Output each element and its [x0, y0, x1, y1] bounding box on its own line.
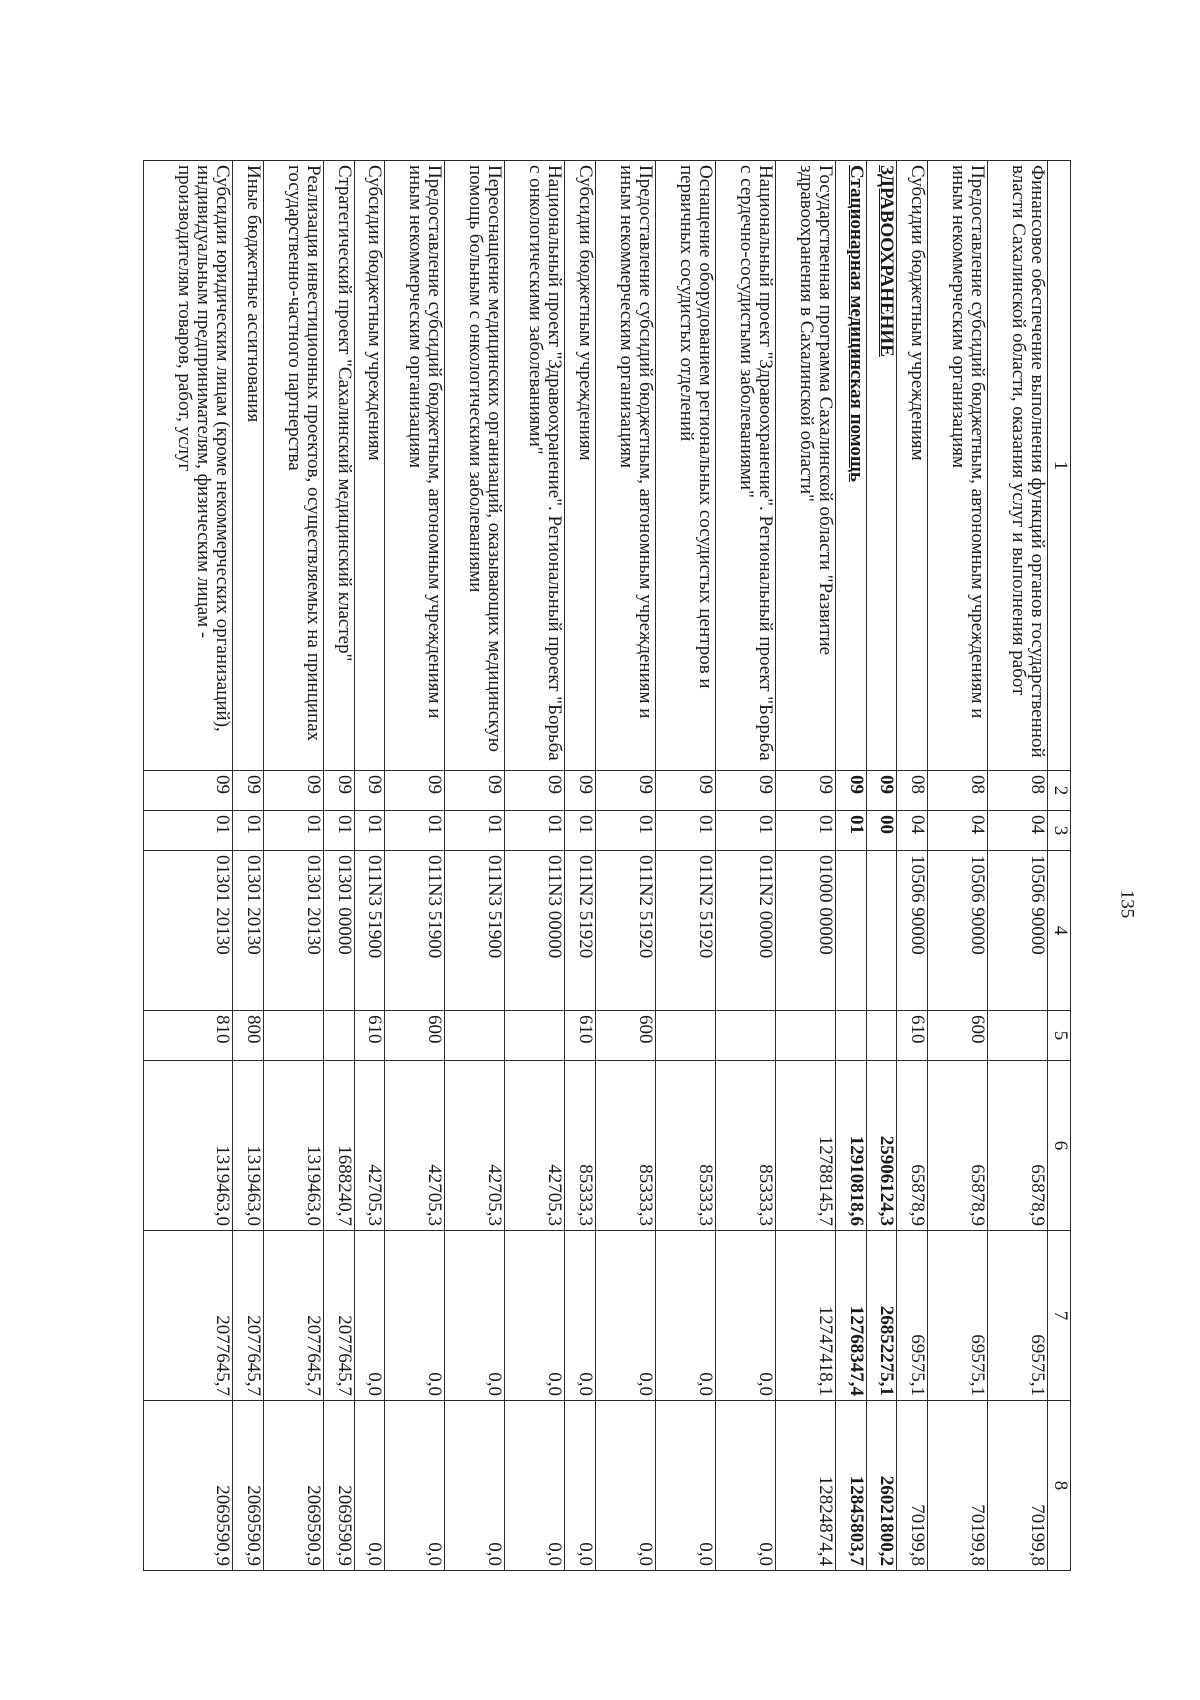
table-row	[988, 161, 1048, 1571]
amount-col7-cell: 0,0	[354, 1231, 385, 1401]
amount-col6-cell: 42705,3	[445, 1061, 505, 1231]
column-header: 1	[1048, 161, 1071, 771]
target-article-cell: 10506 90000	[928, 851, 988, 1011]
amount-col6-cell: 42705,3	[505, 1061, 565, 1231]
amount-col8-cell: 12824874,4	[775, 1401, 835, 1571]
chapter-code-cell: 08	[928, 771, 988, 811]
row-name-cell: Финансовое обеспечение выполнения функций органов государственной власти Сахалинской области, оказания услуг и выполнения работ	[988, 161, 1048, 771]
amount-col7-cell: 69575,1	[928, 1231, 988, 1401]
header-row	[1048, 161, 1071, 1571]
expense-type-cell: 810	[144, 1011, 233, 1061]
amount-col6-cell: 25906124,3	[866, 1061, 897, 1231]
target-article-cell: 011N2 51920	[656, 851, 716, 1011]
amount-col7-cell: 2077645,7	[264, 1231, 324, 1401]
table-row	[928, 161, 988, 1571]
section-code-cell: 01	[715, 811, 775, 851]
expense-type-cell	[715, 1011, 775, 1061]
table-row	[324, 161, 355, 1571]
table-row	[445, 161, 505, 1571]
chapter-code-cell: 09	[505, 771, 565, 811]
table-row	[144, 161, 233, 1571]
amount-col6-cell: 42705,3	[354, 1061, 385, 1231]
amount-col6-cell: 65878,9	[988, 1061, 1048, 1231]
section-code-cell: 01	[354, 811, 385, 851]
section-code-cell: 04	[988, 811, 1048, 851]
expense-type-cell: 610	[354, 1011, 385, 1061]
table-row	[385, 161, 445, 1571]
amount-col6-cell: 65878,9	[897, 1061, 928, 1231]
page-number: 135	[1116, 889, 1138, 919]
row-name-cell: Национальный проект "Здравоохранение". Региональный проект "Борьба с онкологическими заболеваниями"	[505, 161, 565, 771]
amount-col7-cell: 12768347,4	[835, 1231, 866, 1401]
table-row	[775, 161, 835, 1571]
table-row	[897, 161, 928, 1571]
target-article-cell: 011N3 51900	[354, 851, 385, 1011]
amount-col8-cell: 0,0	[445, 1401, 505, 1571]
row-name-cell: Переоснащение медицинских организаций, оказывающих медицинскую помощь больным с онкологическими заболеваниями	[445, 161, 505, 771]
amount-col6-cell: 1319463,0	[144, 1061, 233, 1231]
amount-col6-cell: 1688240,7	[324, 1061, 355, 1231]
amount-col7-cell: 2077645,7	[233, 1231, 264, 1401]
amount-col7-cell: 69575,1	[988, 1231, 1048, 1401]
chapter-code-cell: 09	[385, 771, 445, 811]
column-header: 6	[1048, 1061, 1071, 1231]
amount-col8-cell: 0,0	[715, 1401, 775, 1571]
table-row	[835, 161, 866, 1571]
table-row	[354, 161, 385, 1571]
target-article-cell: 10506 90000	[988, 851, 1048, 1011]
target-article-cell: 011N2 00000	[715, 851, 775, 1011]
row-name-cell: Субсидии бюджетным учреждениям	[354, 161, 385, 771]
section-code-cell: 01	[233, 811, 264, 851]
section-code-cell: 01	[324, 811, 355, 851]
table-row	[596, 161, 656, 1571]
chapter-code-cell: 09	[565, 771, 596, 811]
chapter-code-cell: 09	[354, 771, 385, 811]
amount-col7-cell: 2077645,7	[144, 1231, 233, 1401]
chapter-code-cell: 09	[715, 771, 775, 811]
target-article-cell: 011N3 51900	[385, 851, 445, 1011]
row-name-cell: Национальный проект "Здравоохранение". Региональный проект "Борьба с сердечно-сосудистыми заболеваниями"	[715, 161, 775, 771]
target-article-cell	[866, 851, 897, 1011]
amount-col6-cell: 85333,3	[656, 1061, 716, 1231]
target-article-cell: 011N2 51920	[596, 851, 656, 1011]
table-row	[565, 161, 596, 1571]
amount-col6-cell: 42705,3	[385, 1061, 445, 1231]
chapter-code-cell: 08	[897, 771, 928, 811]
amount-col8-cell: 26021800,2	[866, 1401, 897, 1571]
amount-col8-cell: 2069590,9	[264, 1401, 324, 1571]
section-code-cell: 01	[264, 811, 324, 851]
rotated-table-wrapper	[143, 160, 1071, 1570]
amount-col8-cell: 2069590,9	[233, 1401, 264, 1571]
section-code-cell: 01	[505, 811, 565, 851]
column-header: 4	[1048, 851, 1071, 1011]
expense-type-cell	[264, 1011, 324, 1061]
row-name-cell: Стратегический проект "Сахалинский медицинский кластер"	[324, 161, 355, 771]
amount-col6-cell: 85333,3	[715, 1061, 775, 1231]
section-code-cell: 04	[928, 811, 988, 851]
expense-type-cell	[656, 1011, 716, 1061]
amount-col8-cell: 70199,8	[928, 1401, 988, 1571]
amount-col7-cell: 2077645,7	[324, 1231, 355, 1401]
target-article-cell: 01301 20130	[264, 851, 324, 1011]
row-name-cell: Стационарная медицинская помощь	[835, 161, 866, 771]
expense-type-cell: 600	[385, 1011, 445, 1061]
section-code-cell: 00	[866, 811, 897, 851]
amount-col7-cell: 0,0	[656, 1231, 716, 1401]
target-article-cell: 01301 20130	[144, 851, 233, 1011]
table-row	[233, 161, 264, 1571]
amount-col7-cell: 0,0	[715, 1231, 775, 1401]
amount-col8-cell: 2069590,9	[324, 1401, 355, 1571]
target-article-cell: 10506 90000	[897, 851, 928, 1011]
amount-col8-cell: 2069590,9	[144, 1401, 233, 1571]
chapter-code-cell: 08	[988, 771, 1048, 811]
chapter-code-cell: 09	[656, 771, 716, 811]
expense-type-cell: 800	[233, 1011, 264, 1061]
expense-type-cell: 600	[928, 1011, 988, 1061]
row-name-cell: Субсидии юридическим лицам (кроме некоммерческих организаций), индивидуальным предпринимателям, физическим лицам - производителям товаров, работ, услуг	[144, 161, 233, 771]
section-code-cell: 01	[596, 811, 656, 851]
row-name-cell: Предоставление субсидий бюджетным, автономным учреждениям и иным некоммерческим организациям	[928, 161, 988, 771]
amount-col7-cell: 12747418,1	[775, 1231, 835, 1401]
column-header: 7	[1048, 1231, 1071, 1401]
section-code-cell: 01	[144, 811, 233, 851]
column-header: 2	[1048, 771, 1071, 811]
target-article-cell: 011N3 51900	[445, 851, 505, 1011]
expense-type-cell: 600	[596, 1011, 656, 1061]
column-header: 3	[1048, 811, 1071, 851]
amount-col8-cell: 0,0	[596, 1401, 656, 1571]
chapter-code-cell: 09	[233, 771, 264, 811]
amount-col6-cell: 1319463,0	[233, 1061, 264, 1231]
table-row	[866, 161, 897, 1571]
row-name-cell: Предоставление субсидий бюджетным, автономным учреждениям и иным некоммерческим организациям	[596, 161, 656, 771]
amount-col8-cell: 70199,8	[988, 1401, 1048, 1571]
chapter-code-cell: 09	[596, 771, 656, 811]
amount-col6-cell: 85333,3	[565, 1061, 596, 1231]
budget-table	[143, 160, 1071, 1571]
amount-col7-cell: 0,0	[596, 1231, 656, 1401]
column-header: 5	[1048, 1011, 1071, 1061]
amount-col7-cell: 0,0	[385, 1231, 445, 1401]
section-code-cell: 01	[385, 811, 445, 851]
table-row	[715, 161, 775, 1571]
amount-col7-cell: 0,0	[565, 1231, 596, 1401]
section-code-cell: 01	[775, 811, 835, 851]
expense-type-cell	[866, 1011, 897, 1061]
row-name-cell: Государственная программа Сахалинской области "Развитие здравоохранения в Сахалинской области"	[775, 161, 835, 771]
row-name-cell: ЗДРАВООХРАНЕНИЕ	[866, 161, 897, 771]
chapter-code-cell: 09	[866, 771, 897, 811]
chapter-code-cell: 09	[324, 771, 355, 811]
row-name-cell: Субсидии бюджетным учреждениям	[565, 161, 596, 771]
amount-col6-cell: 1319463,0	[264, 1061, 324, 1231]
expense-type-cell	[775, 1011, 835, 1061]
section-code-cell: 04	[897, 811, 928, 851]
section-code-cell: 01	[565, 811, 596, 851]
amount-col6-cell: 12910818,6	[835, 1061, 866, 1231]
expense-type-cell	[835, 1011, 866, 1061]
chapter-code-cell: 09	[775, 771, 835, 811]
amount-col8-cell: 0,0	[565, 1401, 596, 1571]
target-article-cell	[835, 851, 866, 1011]
table-row	[656, 161, 716, 1571]
amount-col8-cell: 0,0	[656, 1401, 716, 1571]
expense-type-cell	[445, 1011, 505, 1061]
amount-col8-cell: 70199,8	[897, 1401, 928, 1571]
expense-type-cell	[324, 1011, 355, 1061]
section-code-cell: 01	[835, 811, 866, 851]
amount-col8-cell: 0,0	[505, 1401, 565, 1571]
chapter-code-cell: 09	[835, 771, 866, 811]
expense-type-cell	[988, 1011, 1048, 1061]
target-article-cell: 011N3 00000	[505, 851, 565, 1011]
amount-col7-cell: 0,0	[505, 1231, 565, 1401]
row-name-cell: Оснащение оборудованием региональных сосудистых центров и первичных сосудистых отделений	[656, 161, 716, 771]
target-article-cell: 011N2 51920	[565, 851, 596, 1011]
row-name-cell: Реализация инвестиционных проектов, осуществляемых на принципах государственно-частного партнерства	[264, 161, 324, 771]
row-name-cell: Субсидии бюджетным учреждениям	[897, 161, 928, 771]
table-body	[144, 161, 1048, 1571]
amount-col8-cell: 0,0	[354, 1401, 385, 1571]
chapter-code-cell: 09	[264, 771, 324, 811]
amount-col7-cell: 26852275,1	[866, 1231, 897, 1401]
amount-col7-cell: 69575,1	[897, 1231, 928, 1401]
chapter-code-cell: 09	[445, 771, 505, 811]
row-name-cell: Предоставление субсидий бюджетным, автономным учреждениям и иным некоммерческим организациям	[385, 161, 445, 771]
chapter-code-cell: 09	[144, 771, 233, 811]
table-row	[264, 161, 324, 1571]
amount-col7-cell: 0,0	[445, 1231, 505, 1401]
amount-col8-cell: 0,0	[385, 1401, 445, 1571]
table-row	[505, 161, 565, 1571]
section-code-cell: 01	[656, 811, 716, 851]
target-article-cell: 01301 20130	[233, 851, 264, 1011]
row-name-cell: Иные бюджетные ассигнования	[233, 161, 264, 771]
expense-type-cell: 610	[565, 1011, 596, 1061]
target-article-cell: 01000 00000	[775, 851, 835, 1011]
target-article-cell: 01301 00000	[324, 851, 355, 1011]
amount-col8-cell: 12845803,7	[835, 1401, 866, 1571]
section-code-cell: 01	[445, 811, 505, 851]
amount-col6-cell: 12788145,7	[775, 1061, 835, 1231]
amount-col6-cell: 85333,3	[596, 1061, 656, 1231]
column-header: 8	[1048, 1401, 1071, 1571]
amount-col6-cell: 65878,9	[928, 1061, 988, 1231]
expense-type-cell: 610	[897, 1011, 928, 1061]
expense-type-cell	[505, 1011, 565, 1061]
